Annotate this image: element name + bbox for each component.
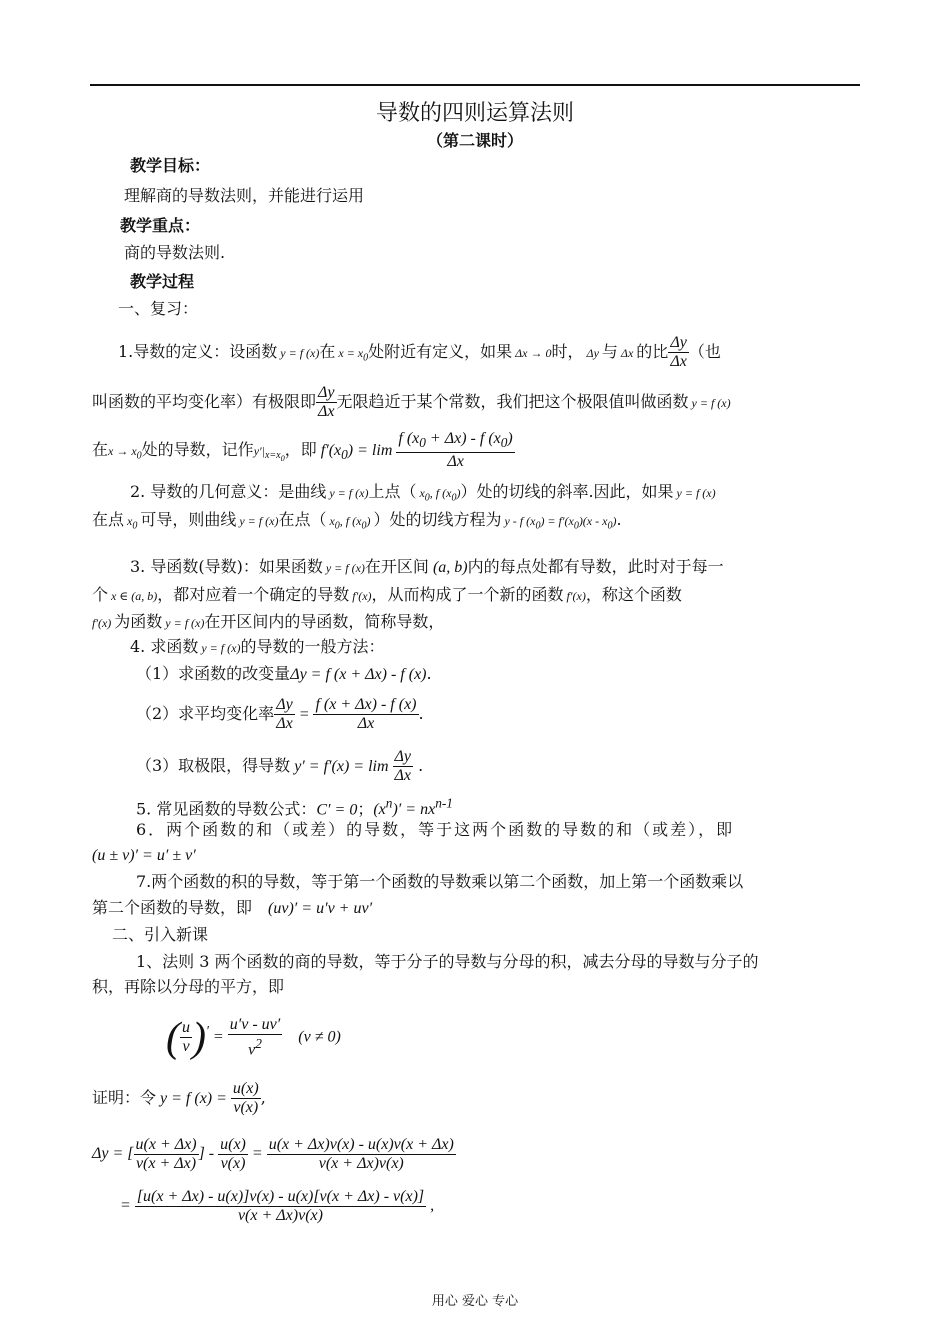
dy-over-dx-fraction: $\frac{\Delta y}{\Delta x}$ [670, 334, 687, 370]
item4-step3: （3）取极限，得导数 y′ = f′(x) = lim $\frac{\Delta y}{\Delta x}$ . [136, 748, 424, 784]
item7-line2: 第二个函数的导数，即 (uv)′ = u′v + uv′ [92, 898, 373, 917]
keypoint-text: 商的导数法则. [124, 243, 226, 262]
item6-line1: 6．两个函数的和（或差）的导数，等于这两个函数的导数的和（或差），即 [136, 820, 735, 839]
page-footer: 用心 爱心 专心 [431, 1294, 519, 1309]
rule3-line1: 1、法则 3 两个函数的商的导数，等于分子的导数与分母的积，减去分母的导数与分子的 [136, 952, 759, 971]
item1-line2: 叫函数的平均变化率）有极限即 $\frac{\Delta y}{\Delta x}$ 无限趋近于某个常数，我们把这个极限值叫做函数 y = f (x) [92, 384, 731, 420]
proof-line2: Δy = [ $\frac{u(x + \Delta x)}{v(x + \Delta x)}$ ] - $\frac{u(x)}{v(x)}$ = $\frac{u(x + \Delta x)v(x) - u(x)v(x + \Delta x)}{v(x + \Delta x)v(x)}$ [92, 1136, 454, 1172]
item4-line1: 4. 求函数 y = f (x)的导数的一般方法： [130, 637, 385, 656]
item4-step2: （2）求平均变化率 $\frac{\Delta y}{\Delta x}$ = $\frac{f (x + \Delta x) - f (x)}{\Delta x}$ . [136, 696, 424, 732]
review-heading: 一、复习： [118, 299, 199, 318]
item5: 5. 常见函数的导数公式：C′ = 0；$(x^n)' = nx^{n-1}$ [136, 796, 453, 819]
item2-line2: 在点 $x_0$ 可导，则曲线 y = f (x)在点（ $x_0$, f $(x_0)$ ）处的切线方程为 y - f $(x_0) = f'(x_0)(x - x_0)$. [92, 510, 622, 532]
item3-line3: f′(x) 为函数 y = f (x)在开区间内的导函数，简称导数， [92, 612, 445, 631]
rule3-line2: 积，再除以分母的平方，即 [92, 977, 285, 996]
proof-line3: = $\frac{[u(x + \Delta x) - u(x)]v(x) - u(x)[v(x + \Delta x) - v(x)]}{v(x + \Delta x)v(x)}$ , [120, 1188, 435, 1224]
page-subtitle: （第二课时） [426, 131, 523, 150]
keypoint-heading: 教学重点： [120, 216, 201, 235]
process-heading: 教学过程 [130, 272, 195, 291]
item4-step1: （1）求函数的改变量Δy = f (x + Δx) - f (x). [136, 664, 432, 683]
item3-line1: 3. 导函数(导数)：如果函数 y = f (x)在开区间 (a, b)内的每点处都有导数，此时对于每一 [130, 557, 724, 576]
item2-line1: 2. 导数的几何意义：是曲线 y = f (x)上点（ $x_0$, f $(x_0)$）处的切线的斜率.因此，如果 y = f (x) [130, 482, 716, 504]
objectives-heading: 教学目标： [130, 156, 211, 175]
new-lesson-heading: 二、引入新课 [112, 925, 209, 944]
item3-line2: 个 x ∈ (a, b)，都对应着一个确定的导数 f′(x)，从而构成了一个新的函数 f′(x)，称这个函数 [92, 585, 682, 604]
item6-formula: (u ± v)′ = u′ ± v′ [92, 847, 196, 864]
quotient-rule-formula: ( $\frac{u}{v}$ )′ = $\frac{u'v - uv'}{v^2}$ (v ≠ 0) [166, 1014, 341, 1061]
item1-line3: 在$x \to x_0$处的导数，记作$y'|_{x=x_0}$，即 $f'(x_0) = \lim$ $\frac{f (x_0 + \Delta x) - f (x_0)}{\Delta x}$ [92, 430, 513, 471]
item1-line1: 1.导数的定义：设函数 y = f (x)在 $x = x_0$处附近有定义，如果 Δx → 0时， Δy 与 Δx 的比 $\frac{\Delta y}{\Delta x}$ （也 [118, 334, 721, 370]
objectives-text: 理解商的导数法则，并能进行运用 [124, 186, 365, 205]
proof-line1: 证明：令 y = f (x) = $\frac{u(x)}{v(x)}$ , [92, 1080, 266, 1116]
page-title: 导数的四则运算法则 [375, 101, 574, 126]
top-rule [90, 84, 860, 86]
item7-line1: 7.两个函数的积的导数，等于第一个函数的导数乘以第二个函数，加上第一个函数乘以 [136, 872, 744, 891]
